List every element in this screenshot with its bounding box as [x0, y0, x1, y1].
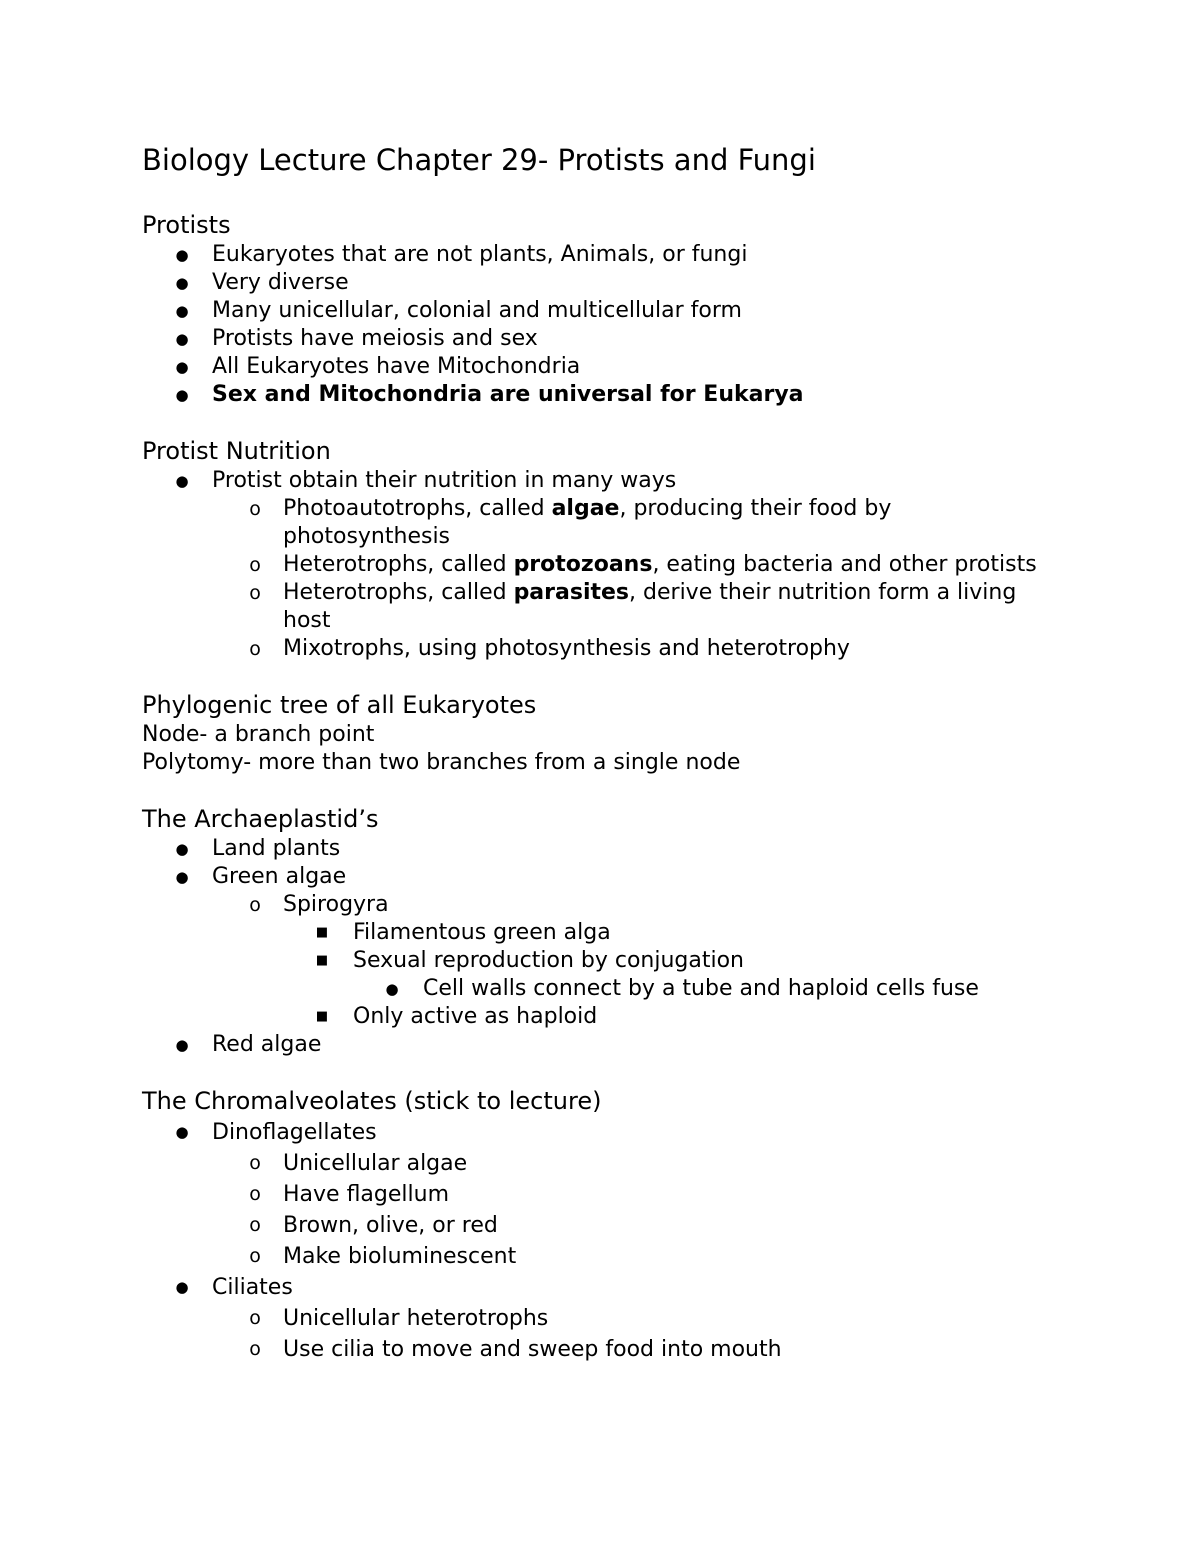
document-page: [142, 140, 1062, 1365]
circle-bullet-icon: o: [249, 1214, 261, 1236]
list-item: o Spirogyra: [142, 891, 1062, 919]
list-item: o Photoautotrophs, called algae, producing their food by photosynthesis: [142, 495, 1062, 551]
circle-bullet-icon: o: [249, 498, 261, 520]
list-item: o Unicellular heterotrophs: [142, 1303, 1062, 1334]
section-chromalveolates: [142, 1086, 1062, 1365]
bullet-icon: ●: [175, 1036, 189, 1054]
bullet-icon: ●: [175, 330, 189, 348]
list-item: ● Dinoflagellates: [142, 1117, 1062, 1148]
list-item: o Heterotrophs, called parasites, derive their nutrition form a living host: [142, 579, 1062, 635]
list-item: ● Sex and Mitochondria are universal for Eukarya: [142, 381, 1062, 409]
document-title: Biology Lecture Chapter 29- Protists and Fungi: [142, 143, 816, 177]
list-item: ● Eukaryotes that are not plants, Animals, or fungi: [142, 241, 1062, 269]
bullet-icon: ●: [175, 246, 189, 264]
circle-bullet-icon: o: [249, 582, 261, 604]
bullet-list: [142, 467, 1062, 663]
bullet-list: [142, 1117, 1062, 1365]
circle-bullet-icon: o: [249, 638, 261, 660]
bullet-list: [142, 835, 1062, 1059]
list-item: o Mixotrophs, using photosynthesis and heterotrophy: [142, 635, 1062, 663]
list-item: o Unicellular algae: [142, 1148, 1062, 1179]
section-heading: The Chromalveolates (stick to lecture): [142, 1087, 602, 1115]
section-archaeplastids: [142, 804, 1062, 1059]
bullet-icon: ●: [175, 1123, 189, 1141]
list-item: ■ Sexual reproduction by conjugation: [142, 947, 1062, 975]
definition-node: Node- a branch point: [142, 722, 375, 747]
section-heading: Protist Nutrition: [142, 437, 331, 465]
list-item: o Use cilia to move and sweep food into mouth: [142, 1334, 1062, 1365]
circle-bullet-icon: o: [249, 1338, 261, 1360]
bullet-icon: ●: [175, 840, 189, 858]
section-phylogenic-tree: [142, 690, 1062, 777]
list-item: ● Very diverse: [142, 269, 1062, 297]
circle-bullet-icon: o: [249, 1183, 261, 1205]
section-heading: Protists: [142, 211, 231, 239]
list-item: ■ Filamentous green alga: [142, 919, 1062, 947]
list-item: ● Many unicellular, colonial and multicellular form: [142, 297, 1062, 325]
square-bullet-icon: ■: [315, 925, 329, 940]
circle-bullet-icon: o: [249, 1152, 261, 1174]
circle-bullet-icon: o: [249, 894, 261, 916]
circle-bullet-icon: o: [249, 1245, 261, 1267]
list-item: ● Cell walls connect by a tube and haploid cells fuse: [142, 975, 1062, 1003]
list-item: ● Protist obtain their nutrition in many ways: [142, 467, 1062, 495]
list-item: ● Ciliates: [142, 1272, 1062, 1303]
bullet-icon: ●: [175, 386, 189, 404]
bullet-list: [142, 241, 1062, 409]
list-item: ● All Eukaryotes have Mitochondria: [142, 353, 1062, 381]
bullet-icon: ●: [175, 868, 189, 886]
square-bullet-icon: ■: [315, 1009, 329, 1024]
section-heading: The Archaeplastid’s: [142, 805, 379, 833]
bullet-icon: ●: [385, 980, 399, 998]
list-item: ● Green algae: [142, 863, 1062, 891]
list-item: ● Protists have meiosis and sex: [142, 325, 1062, 353]
list-item: ● Red algae: [142, 1031, 1062, 1059]
list-item: o Have flagellum: [142, 1179, 1062, 1210]
bullet-icon: ●: [175, 472, 189, 490]
section-protists: [142, 210, 1062, 409]
circle-bullet-icon: o: [249, 554, 261, 576]
list-item: ■ Only active as haploid: [142, 1003, 1062, 1031]
list-item: o Make bioluminescent: [142, 1241, 1062, 1272]
list-item: o Heterotrophs, called protozoans, eating bacteria and other protists: [142, 551, 1062, 579]
list-item: o Brown, olive, or red: [142, 1210, 1062, 1241]
bullet-icon: ●: [175, 302, 189, 320]
list-item: ● Land plants: [142, 835, 1062, 863]
square-bullet-icon: ■: [315, 953, 329, 968]
bullet-icon: ●: [175, 274, 189, 292]
section-protist-nutrition: [142, 436, 1062, 663]
bullet-icon: ●: [175, 358, 189, 376]
bullet-icon: ●: [175, 1278, 189, 1296]
section-heading: Phylogenic tree of all Eukaryotes: [142, 691, 537, 719]
definition-polytomy: Polytomy- more than two branches from a single node: [142, 750, 741, 775]
circle-bullet-icon: o: [249, 1307, 261, 1329]
